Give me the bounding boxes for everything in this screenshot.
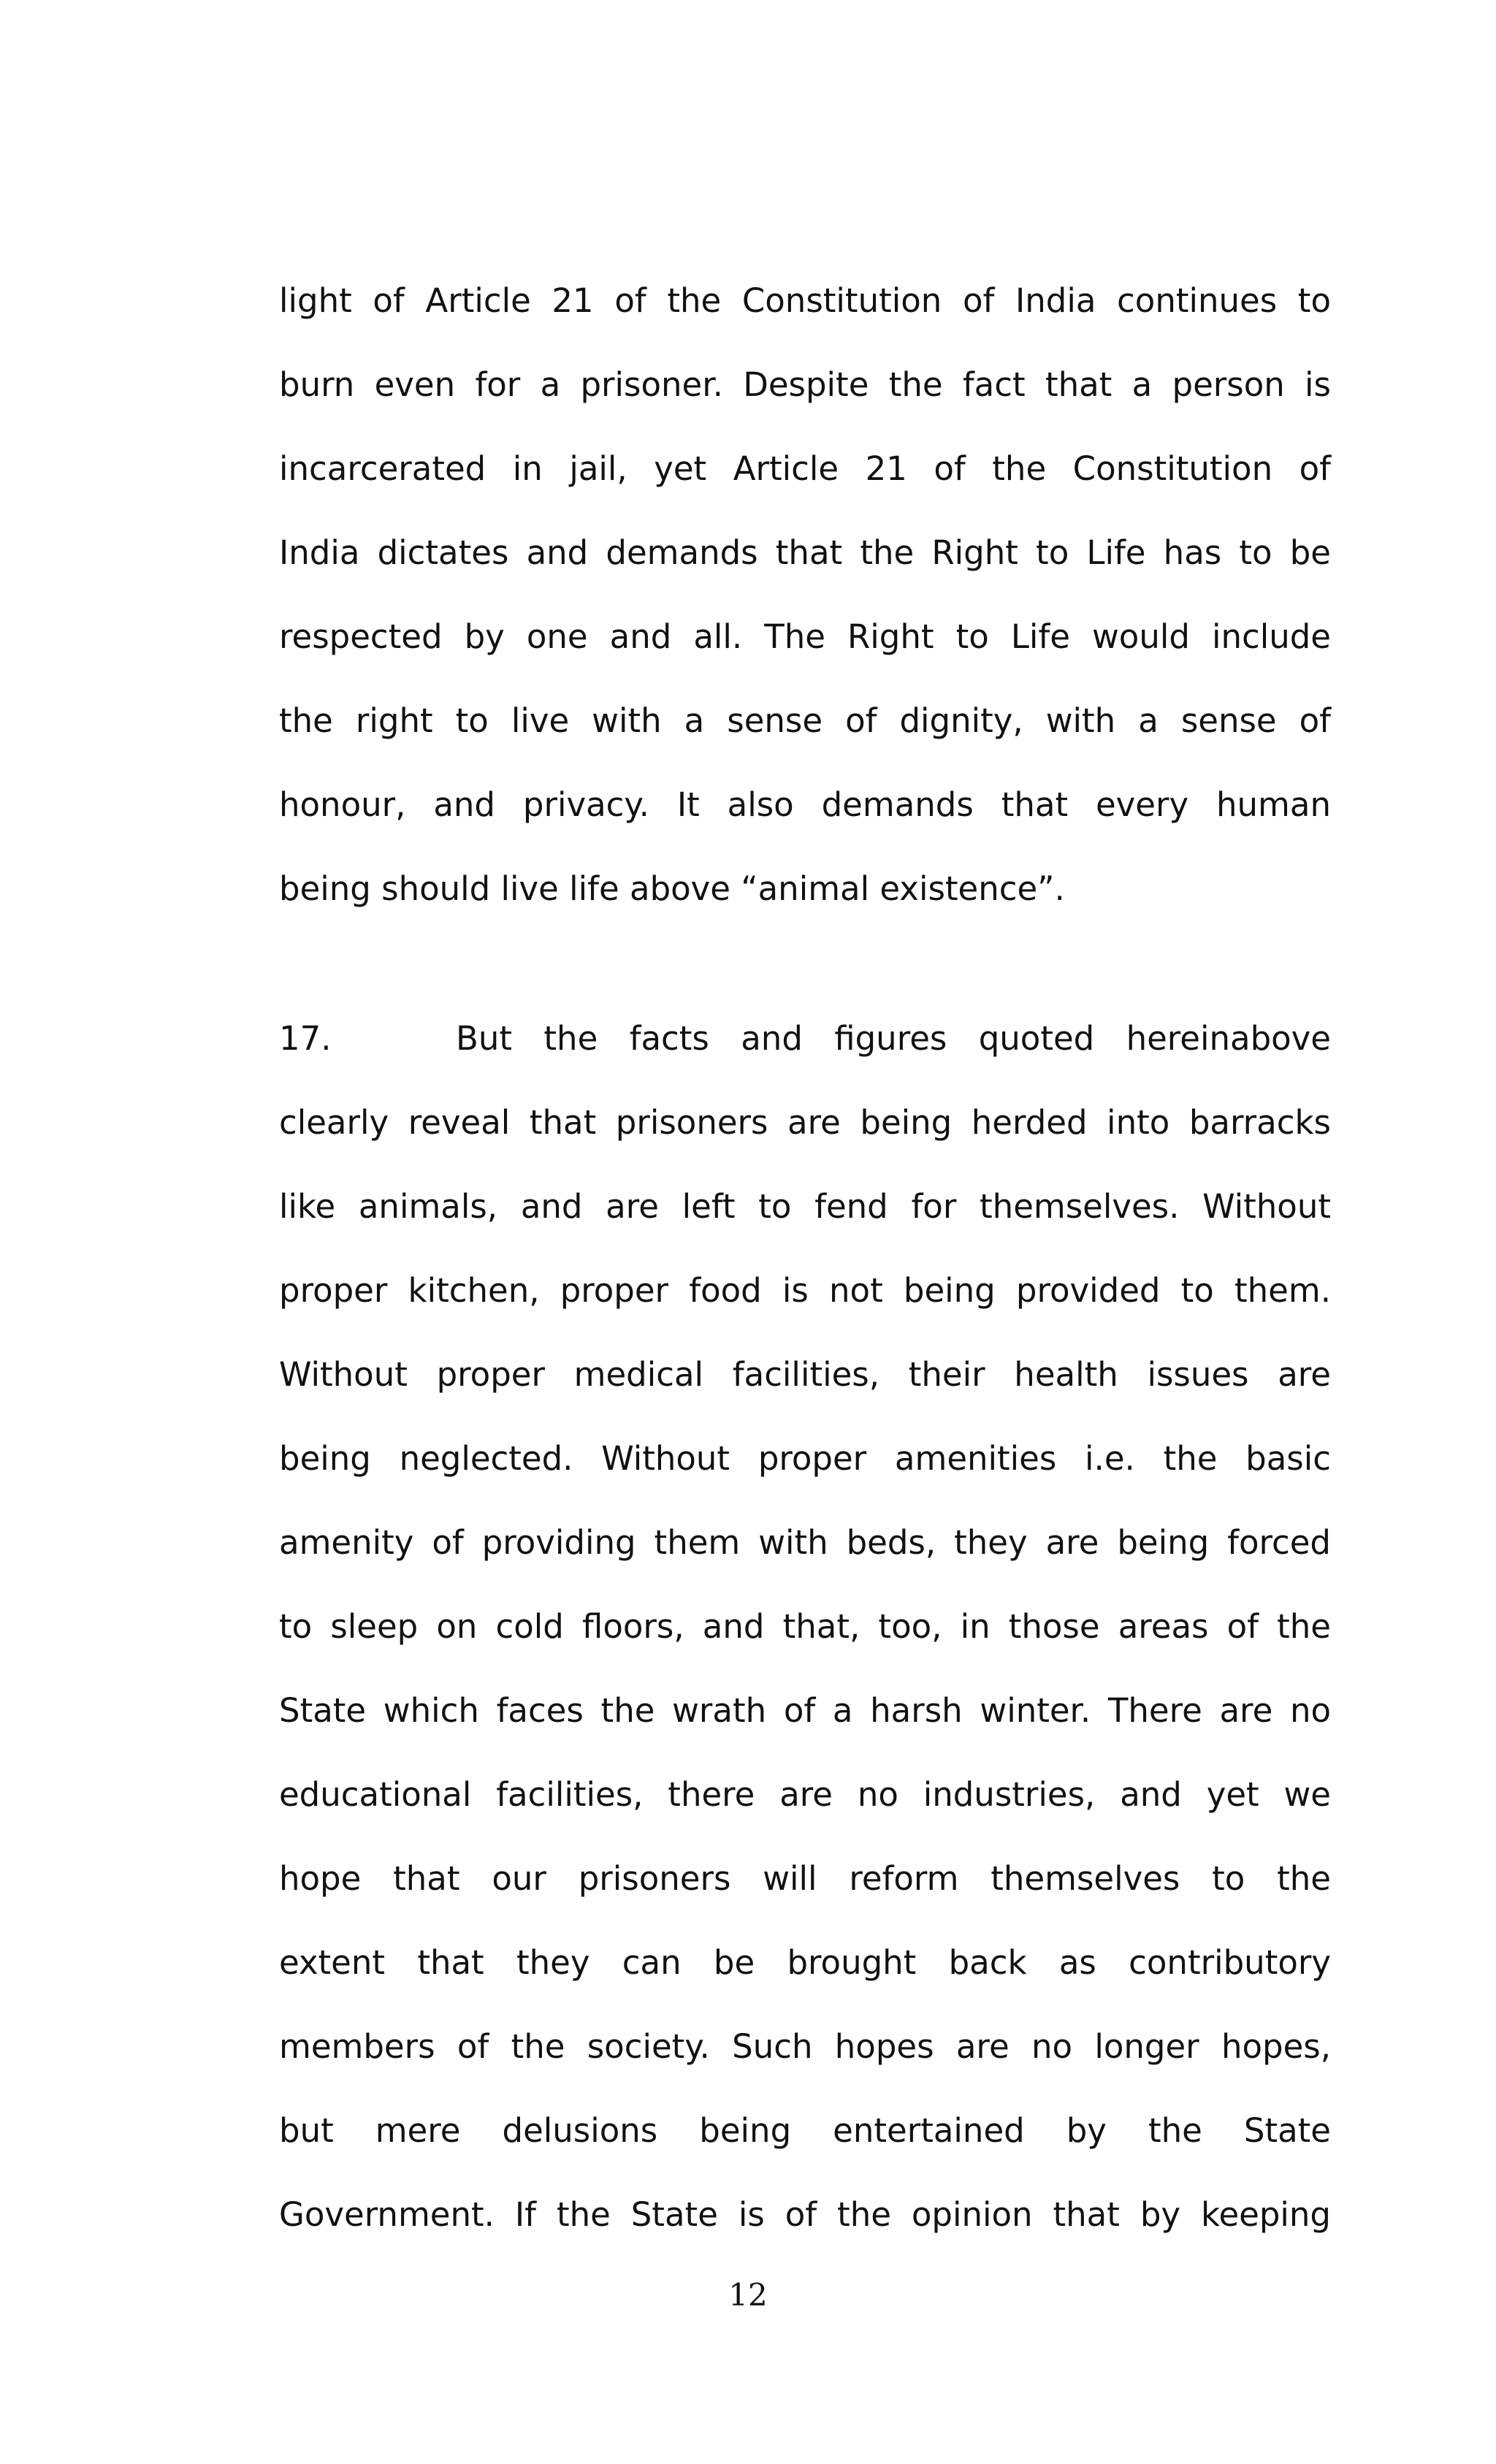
text-line: the right to live with a sense of dignity, with a sense of: [279, 701, 1331, 740]
text-line: State which faces the wrath of a harsh winter. There are no: [279, 1691, 1331, 1730]
text-line: but mere delusions being entertained by the State: [279, 2111, 1331, 2150]
text-line: India dictates and demands that the Right to Life has to be: [279, 533, 1331, 572]
text-line: honour, and privacy. It also demands that every human: [279, 785, 1331, 824]
text-line: proper kitchen, proper food is not being provided to them.: [279, 1271, 1331, 1310]
text-line: Without proper medical facilities, their health issues are: [279, 1355, 1331, 1394]
page-number: 12: [728, 2277, 768, 2313]
paragraph-number: 17.: [279, 1019, 332, 1058]
text-line: being neglected. Without proper amenities i.e. the basic: [279, 1439, 1331, 1478]
text-line: incarcerated in jail, yet Article 21 of the Constitution of: [279, 449, 1331, 488]
text-line: to sleep on cold floors, and that, too, in those areas of the: [279, 1607, 1331, 1646]
text-line: amenity of providing them with beds, they are being forced: [279, 1523, 1331, 1562]
text-line: light of Article 21 of the Constitution of India continues to: [279, 281, 1331, 320]
text-line: respected by one and all. The Right to Life would include: [279, 617, 1331, 656]
text-line: being should live life above “animal existence”.: [279, 869, 1065, 908]
text-line: clearly reveal that prisoners are being herded into barracks: [279, 1103, 1331, 1142]
text-line: burn even for a prisoner. Despite the fact that a person is: [279, 365, 1331, 404]
text-line: But the facts and figures quoted hereinabove: [456, 1019, 1331, 1058]
text-line: like animals, and are left to fend for themselves. Without: [279, 1187, 1331, 1226]
text-line: extent that they can be brought back as contributory: [279, 1943, 1331, 1982]
text-line: hope that our prisoners will reform themselves to the: [279, 1859, 1331, 1898]
text-line: Government. If the State is of the opinion that by keeping: [279, 2195, 1331, 2234]
paragraph-first-line: [279, 1017, 1331, 1061]
text-line: members of the society. Such hopes are no longer hopes,: [279, 2027, 1331, 2066]
text-line: educational facilities, there are no industries, and yet we: [279, 1775, 1331, 1814]
